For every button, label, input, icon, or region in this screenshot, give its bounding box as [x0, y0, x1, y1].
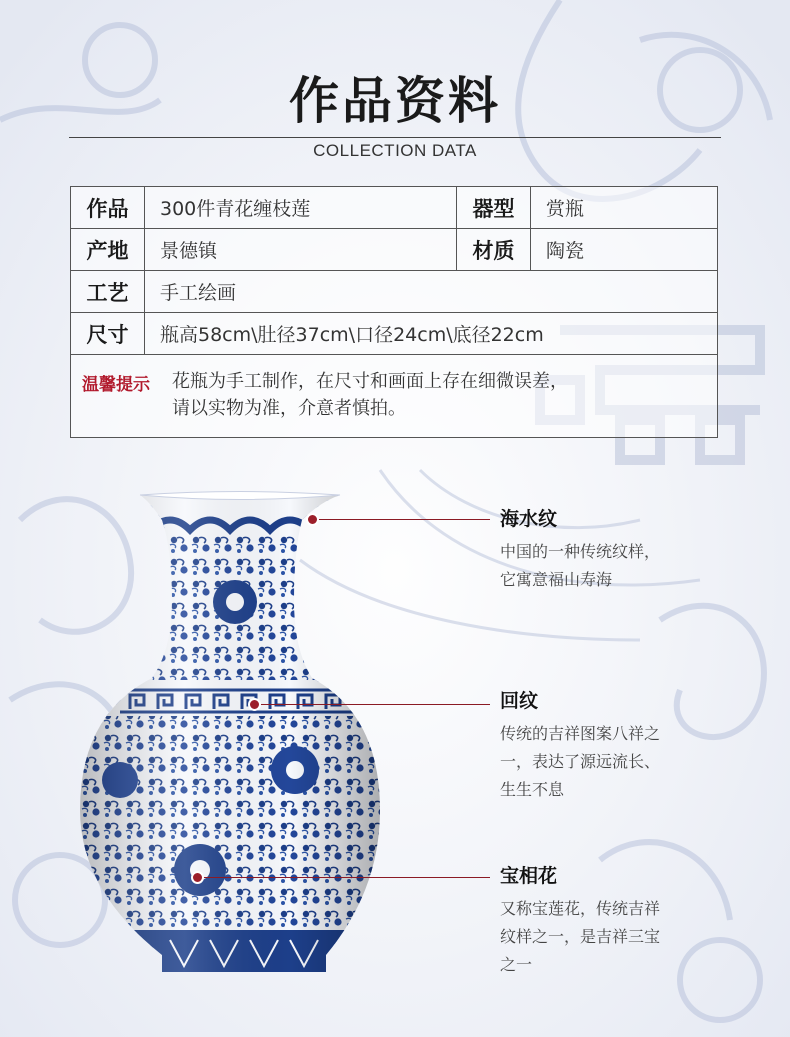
tip-text	[172, 355, 568, 422]
tip-line: 请以实物为准，介意者慎拍。	[172, 398, 406, 419]
cell-value: 陶瓷	[546, 240, 585, 262]
cell-label: 工艺	[71, 271, 145, 312]
callout-dot-fret	[248, 698, 261, 711]
page-subtitle: COLLECTION DATA	[313, 141, 477, 160]
callout-desc-line: 中国的一种传统纹样，	[500, 542, 661, 561]
callout-dot-wave	[306, 513, 319, 526]
cell-label: 尺寸	[71, 313, 145, 354]
table-row	[71, 229, 717, 271]
callout-desc-line: 生生不息	[500, 780, 565, 799]
callout-title: 宝相花	[500, 865, 558, 887]
cell-value: 手工绘画	[160, 282, 237, 304]
cell-label: 产地	[71, 229, 145, 270]
cell-value: 瓶高58cm\肚径37cm\口径24cm\底径22cm	[160, 324, 544, 346]
cell-label: 器型	[457, 187, 531, 228]
callout-desc	[500, 720, 710, 804]
callout-desc-line: 之一	[500, 955, 533, 974]
cell-label: 作品	[71, 187, 145, 228]
table-row	[71, 187, 717, 229]
title-divider	[69, 137, 721, 138]
cell-value: 300件青花缠枝莲	[145, 187, 457, 228]
vase-image	[80, 490, 380, 982]
callout-title: 海水纹	[500, 508, 558, 530]
callout-line-lotus	[198, 877, 490, 878]
cell-label: 材质	[457, 229, 531, 270]
table-row	[71, 313, 717, 355]
callout-desc-line: 一，表达了源远流长、	[500, 752, 661, 771]
cell-value: 景德镇	[145, 229, 457, 270]
callout-fret-pattern	[500, 688, 710, 804]
tip-line: 花瓶为手工制作，在尺寸和画面上存在细微误差，	[172, 371, 568, 392]
title-block	[0, 70, 790, 132]
tip-label: 温馨提示	[82, 375, 150, 395]
callout-desc-line: 传统的吉祥图案八祥之	[500, 724, 661, 743]
callout-line-fret	[255, 704, 490, 705]
callout-lotus-pattern	[500, 863, 710, 979]
product-info-table	[70, 186, 718, 438]
callout-desc-line: 又称宝莲花，传统吉祥	[500, 899, 661, 918]
tip-row	[71, 355, 717, 437]
callout-dot-lotus	[191, 871, 204, 884]
callout-line-wave	[313, 519, 490, 520]
callout-desc-line: 纹样之一，是吉祥三宝	[500, 927, 661, 946]
callout-desc-line: 它寓意福山寿海	[500, 570, 613, 589]
callout-desc	[500, 895, 710, 979]
callout-wave-pattern	[500, 506, 710, 594]
callout-title: 回纹	[500, 690, 539, 712]
callout-desc	[500, 538, 710, 594]
cell-value: 赏瓶	[546, 198, 585, 220]
table-row	[71, 271, 717, 313]
page-title: 作品资料	[289, 71, 501, 130]
